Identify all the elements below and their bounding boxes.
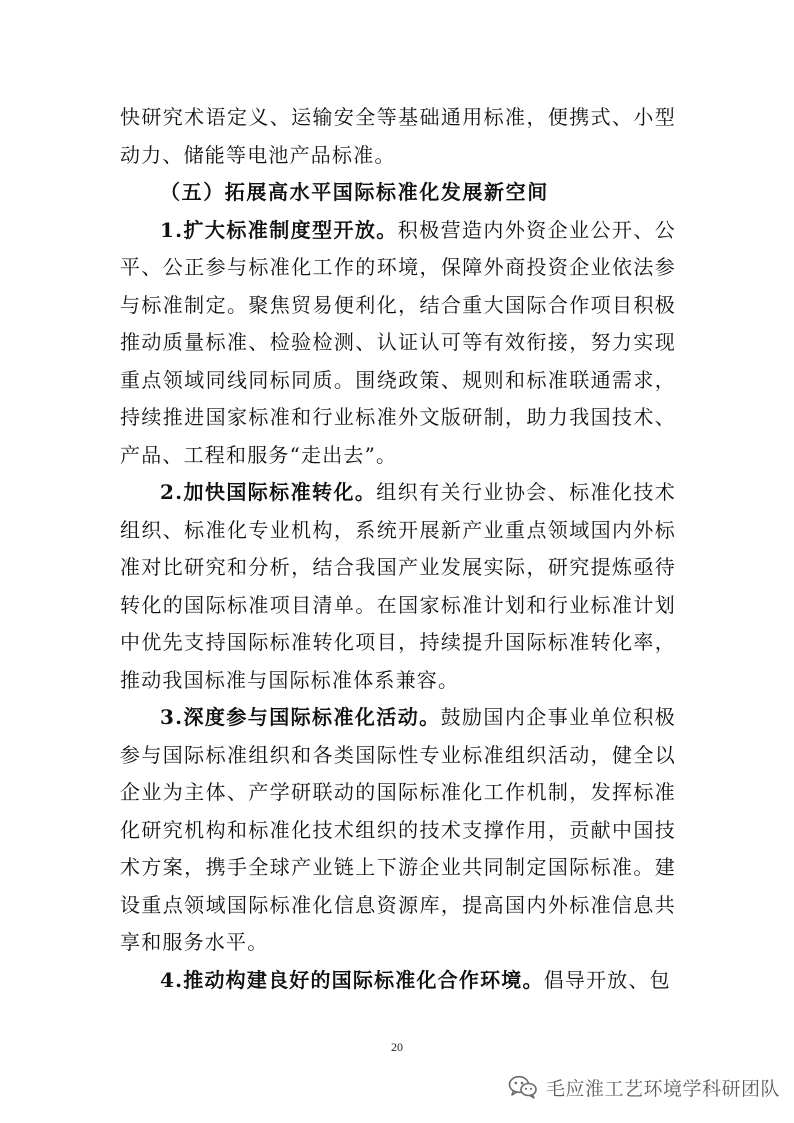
section-heading [120,174,676,212]
watermark-text: 毛应淮工艺环境学科研团队 [546,1077,781,1100]
item-text-1: 积极营造内外资企业公开、公平、公正参与标准化工作的环境，保障外商投资企业依法参与标准制定。聚焦贸易便利化，结合重大国际合作项目积极推动质量标准、检验检测、认证认可等有效衔接，努力实现重点领域同线同标同质。围绕政策、规则和标准联通需求，持续推进国家标准和行业标准外文版研制，助力我国技术、产品、工程和服务“走出去”。 [120,217,676,467]
item-paragraph-1 [120,212,676,475]
page-number: 20 [391,1040,403,1054]
item-paragraph-2 [120,474,676,699]
document-body [120,99,676,999]
section-heading-text: （五）拓展高水平国际标准化发展新空间 [160,180,549,204]
wechat-icon [508,1075,538,1099]
item-lead-3: 3.深度参与国际标准化活动。 [160,705,441,729]
item-text-4: 倡导开放、包 [543,967,671,992]
item-paragraph-3 [120,699,676,962]
item-lead-1: 1.扩大标准制度型开放。 [160,217,398,242]
item-paragraph-4 [120,962,676,1000]
item-lead-2: 2.加快国际标准转化。 [160,480,377,504]
item-lead-4: 4.推动构建良好的国际标准化合作环境。 [160,967,544,992]
watermark [508,1072,780,1102]
paragraph-text: 快研究术语定义、运输安全等基础通用标准，便携式、小型动力、储能等电池产品标准。 [120,105,676,167]
item-text-3: 鼓励国内企事业单位积极参与国际标准组织和各类国际性专业标准组织活动，健全以企业为主体、产学研联动的国际标准化工作机制，发挥标准化研究机构和标准化技术组织的技术支撑作用，贡献中国技术方案，携手全球产业链上下游企业共同制定国际标准。建设重点领域国际标准化信息资源库，提高国内外标准信息共享和服务水平。 [120,705,676,954]
item-text-2: 组织有关行业协会、标准化技术组织、标准化专业机构，系统开展新产业重点领域国内外标准对比研究和分析，结合我国产业发展实际，研究提炼亟待转化的国际标准项目清单。在国家标准计划和行业标准计划中优先支持国际标准转化项目，持续提升国际标准转化率，推动我国标准与国际标准体系兼容。 [120,480,676,692]
continuation-paragraph [120,99,676,174]
